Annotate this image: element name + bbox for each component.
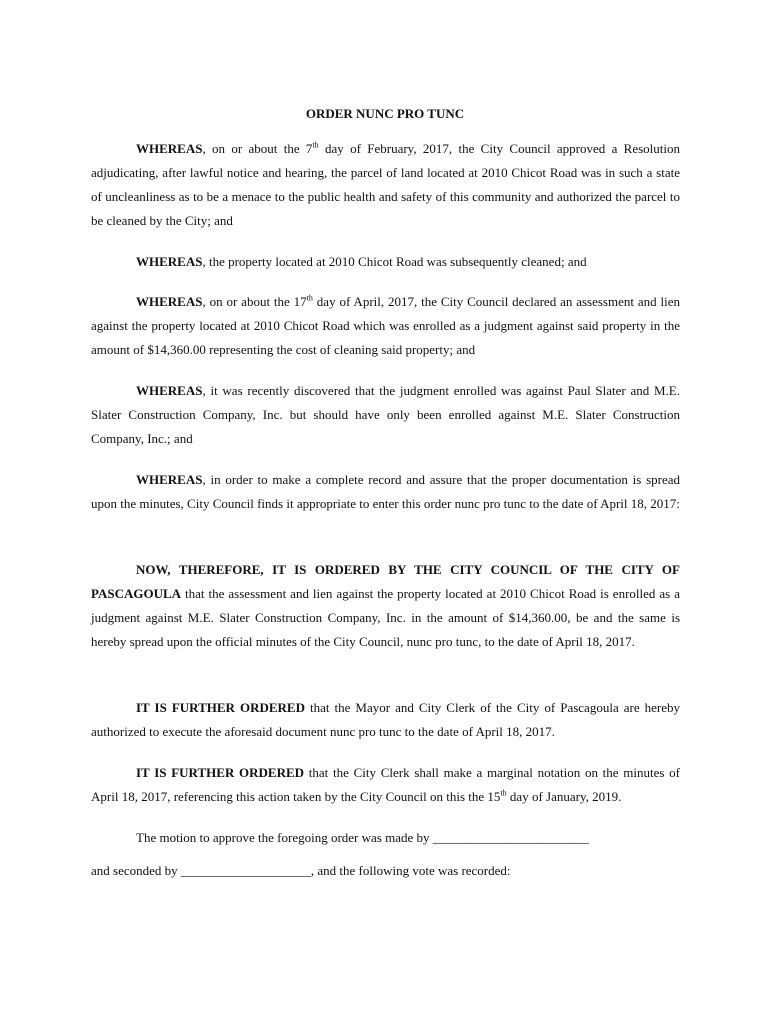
whereas-lead: WHEREAS	[136, 383, 203, 398]
whereas-paragraph-5: WHEREAS, in order to make a complete record and assure that the proper documentation is spread upon the minutes, City Council finds it appropriate to enter this order nunc pro tunc to the date of April 18, 2017:	[91, 472, 680, 511]
whereas-lead: WHEREAS	[136, 294, 203, 309]
order-lead: NOW, THEREFORE, IT IS ORDERED BY THE CITY COUNCIL OF THE CITY OF PASCAGOULA	[91, 562, 680, 601]
order-paragraph: NOW, THEREFORE, IT IS ORDERED BY THE CITY COUNCIL OF THE CITY OF PASCAGOULA that the assessment and lien against the property located at 2010 Chicot Road is enrolled as a judgment against M.E. Slater Construction Company, Inc. in the amount of $14,360.00, be and the same is hereby spread upon the official minutes of the City Council, nunc pro tunc, to the date of April 18, 2017.	[91, 562, 680, 649]
whereas-paragraph-1: WHEREAS, on or about the 7th day of February, 2017, the City Council approved a Resolution adjudicating, after lawful notice and hearing, the parcel of land located at 2010 Chicot Road was in such a state of uncleanliness as to be a menace to the public health and safety of this community and authorized the parcel to be cleaned by the City; and	[91, 140, 680, 228]
further-order-lead: IT IS FURTHER ORDERED	[136, 700, 305, 715]
further-order-lead: IT IS FURTHER ORDERED	[136, 765, 305, 780]
whereas-paragraph-4: WHEREAS, it was recently discovered that the judgment enrolled was against Paul Slater and M.E. Slater Construction Company, Inc. but should have only been enrolled against M.E. Slater Construction Company, Inc.; and	[91, 383, 680, 446]
whereas-paragraph-3: WHEREAS, on or about the 17th day of April, 2017, the City Council declared an assessment and lien against the property located at 2010 Chicot Road which was enrolled as a judgment against said property in the amount of $14,360.00 representing the cost of cleaning said property; and	[91, 293, 680, 357]
whereas-lead: WHEREAS	[136, 472, 203, 487]
whereas-lead: WHEREAS	[136, 254, 203, 269]
motion-line: The motion to approve the foregoing order was made by ________________________	[136, 830, 589, 845]
document-title: ORDER NUNC PRO TUNC	[305, 106, 465, 121]
further-order-paragraph-2: IT IS FURTHER ORDERED that the City Clerk shall make a marginal notation on the minutes of April 18, 2017, referencing this action taken by the City Council on this the 15th day of January, 2019.	[91, 765, 680, 804]
whereas-lead: WHEREAS	[136, 141, 203, 156]
further-order-paragraph-1: IT IS FURTHER ORDERED that the Mayor and City Clerk of the City of Pascagoula are hereby authorized to execute the aforesaid document nunc pro tunc to the date of April 18, 2017.	[91, 700, 680, 739]
whereas-paragraph-2: WHEREAS, the property located at 2010 Chicot Road was subsequently cleaned; and	[136, 254, 587, 269]
seconded-line: and seconded by ____________________, and the following vote was recorded:	[91, 863, 511, 878]
